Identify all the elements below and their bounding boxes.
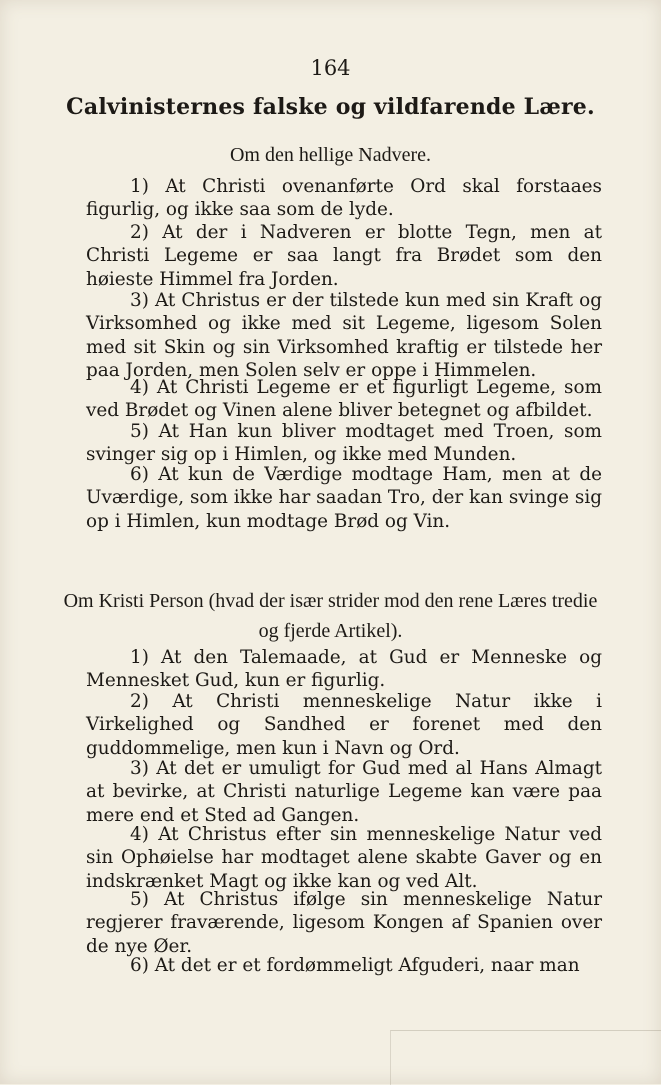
paragraph: 4) At Christus efter sin menneskelige Natur ved sin Ophøielse har modtaget alene skabte Gaver og en indskrænket Magt og ikke kan og ved Alt. bbox=[86, 824, 602, 892]
paragraph: 2) At der i Nadveren er blotte Tegn, men at Christi Legeme er saa langt fra Brødet som den høieste Himmel fra Jorden. bbox=[86, 222, 602, 290]
paragraph: 3) At det er umuligt for Gud med al Hans Almagt at bevirke, at Christi naturlige Legeme kan være paa mere end et Sted ad Gangen. bbox=[86, 758, 602, 826]
scan-artifact bbox=[390, 1030, 661, 1085]
section-heading-nadvere: Om den hellige Nadvere. bbox=[229, 144, 432, 166]
paragraph: 1) At Christi ovenanførte Ord skal forstaaes figurlig, og ikke saa som de lyde. bbox=[86, 176, 602, 221]
main-title: Calvinisternes falske og vildfarende Lære. bbox=[66, 94, 595, 120]
paragraph: 6) At det er et fordømmeligt Afguderi, naar man bbox=[130, 955, 580, 976]
paragraph: 5) At Christus ifølge sin menneskelige Natur regjerer fraværende, ligesom Kongen af Spanien over de nye Øer. bbox=[86, 889, 602, 957]
paragraph: 1) At den Talemaade, at Gud er Menneske og Mennesket Gud, kun er figurlig. bbox=[86, 647, 602, 692]
paragraph: 6) At kun de Værdige modtage Ham, men at de Uværdige, som ikke har saadan Tro, der kan svinge sig op i Himlen, kun modtage Brød og Vin. bbox=[86, 464, 602, 532]
paragraph: 2) At Christi menneskelige Natur ikke i Virkelighed og Sandhed er forenet med den guddommelige, men kun i Navn og Ord. bbox=[86, 691, 602, 759]
paragraph: 3) At Christus er der tilstede kun med sin Kraft og Virksomhed og ikke med sit Legeme, ligesom Solen med sit Skin og sin Virksomhed kraftig er tilstede her paa Jorden, men Solen selv er oppe i Himmelen. bbox=[86, 290, 602, 381]
paragraph: 5) At Han kun bliver modtaget med Troen, som svinger sig op i Himlen, og ikke med Munden. bbox=[86, 421, 602, 466]
section-heading-kristi-person: Om Kristi Person (hvad der især strider mod den rene Læres tredie og fjerde Artikel). bbox=[63, 590, 598, 642]
paragraph: 4) At Christi Legeme er et figurligt Legeme, som ved Brødet og Vinen alene bliver betegnet og afbildet. bbox=[86, 377, 602, 422]
page-number: 164 bbox=[310, 56, 351, 80]
